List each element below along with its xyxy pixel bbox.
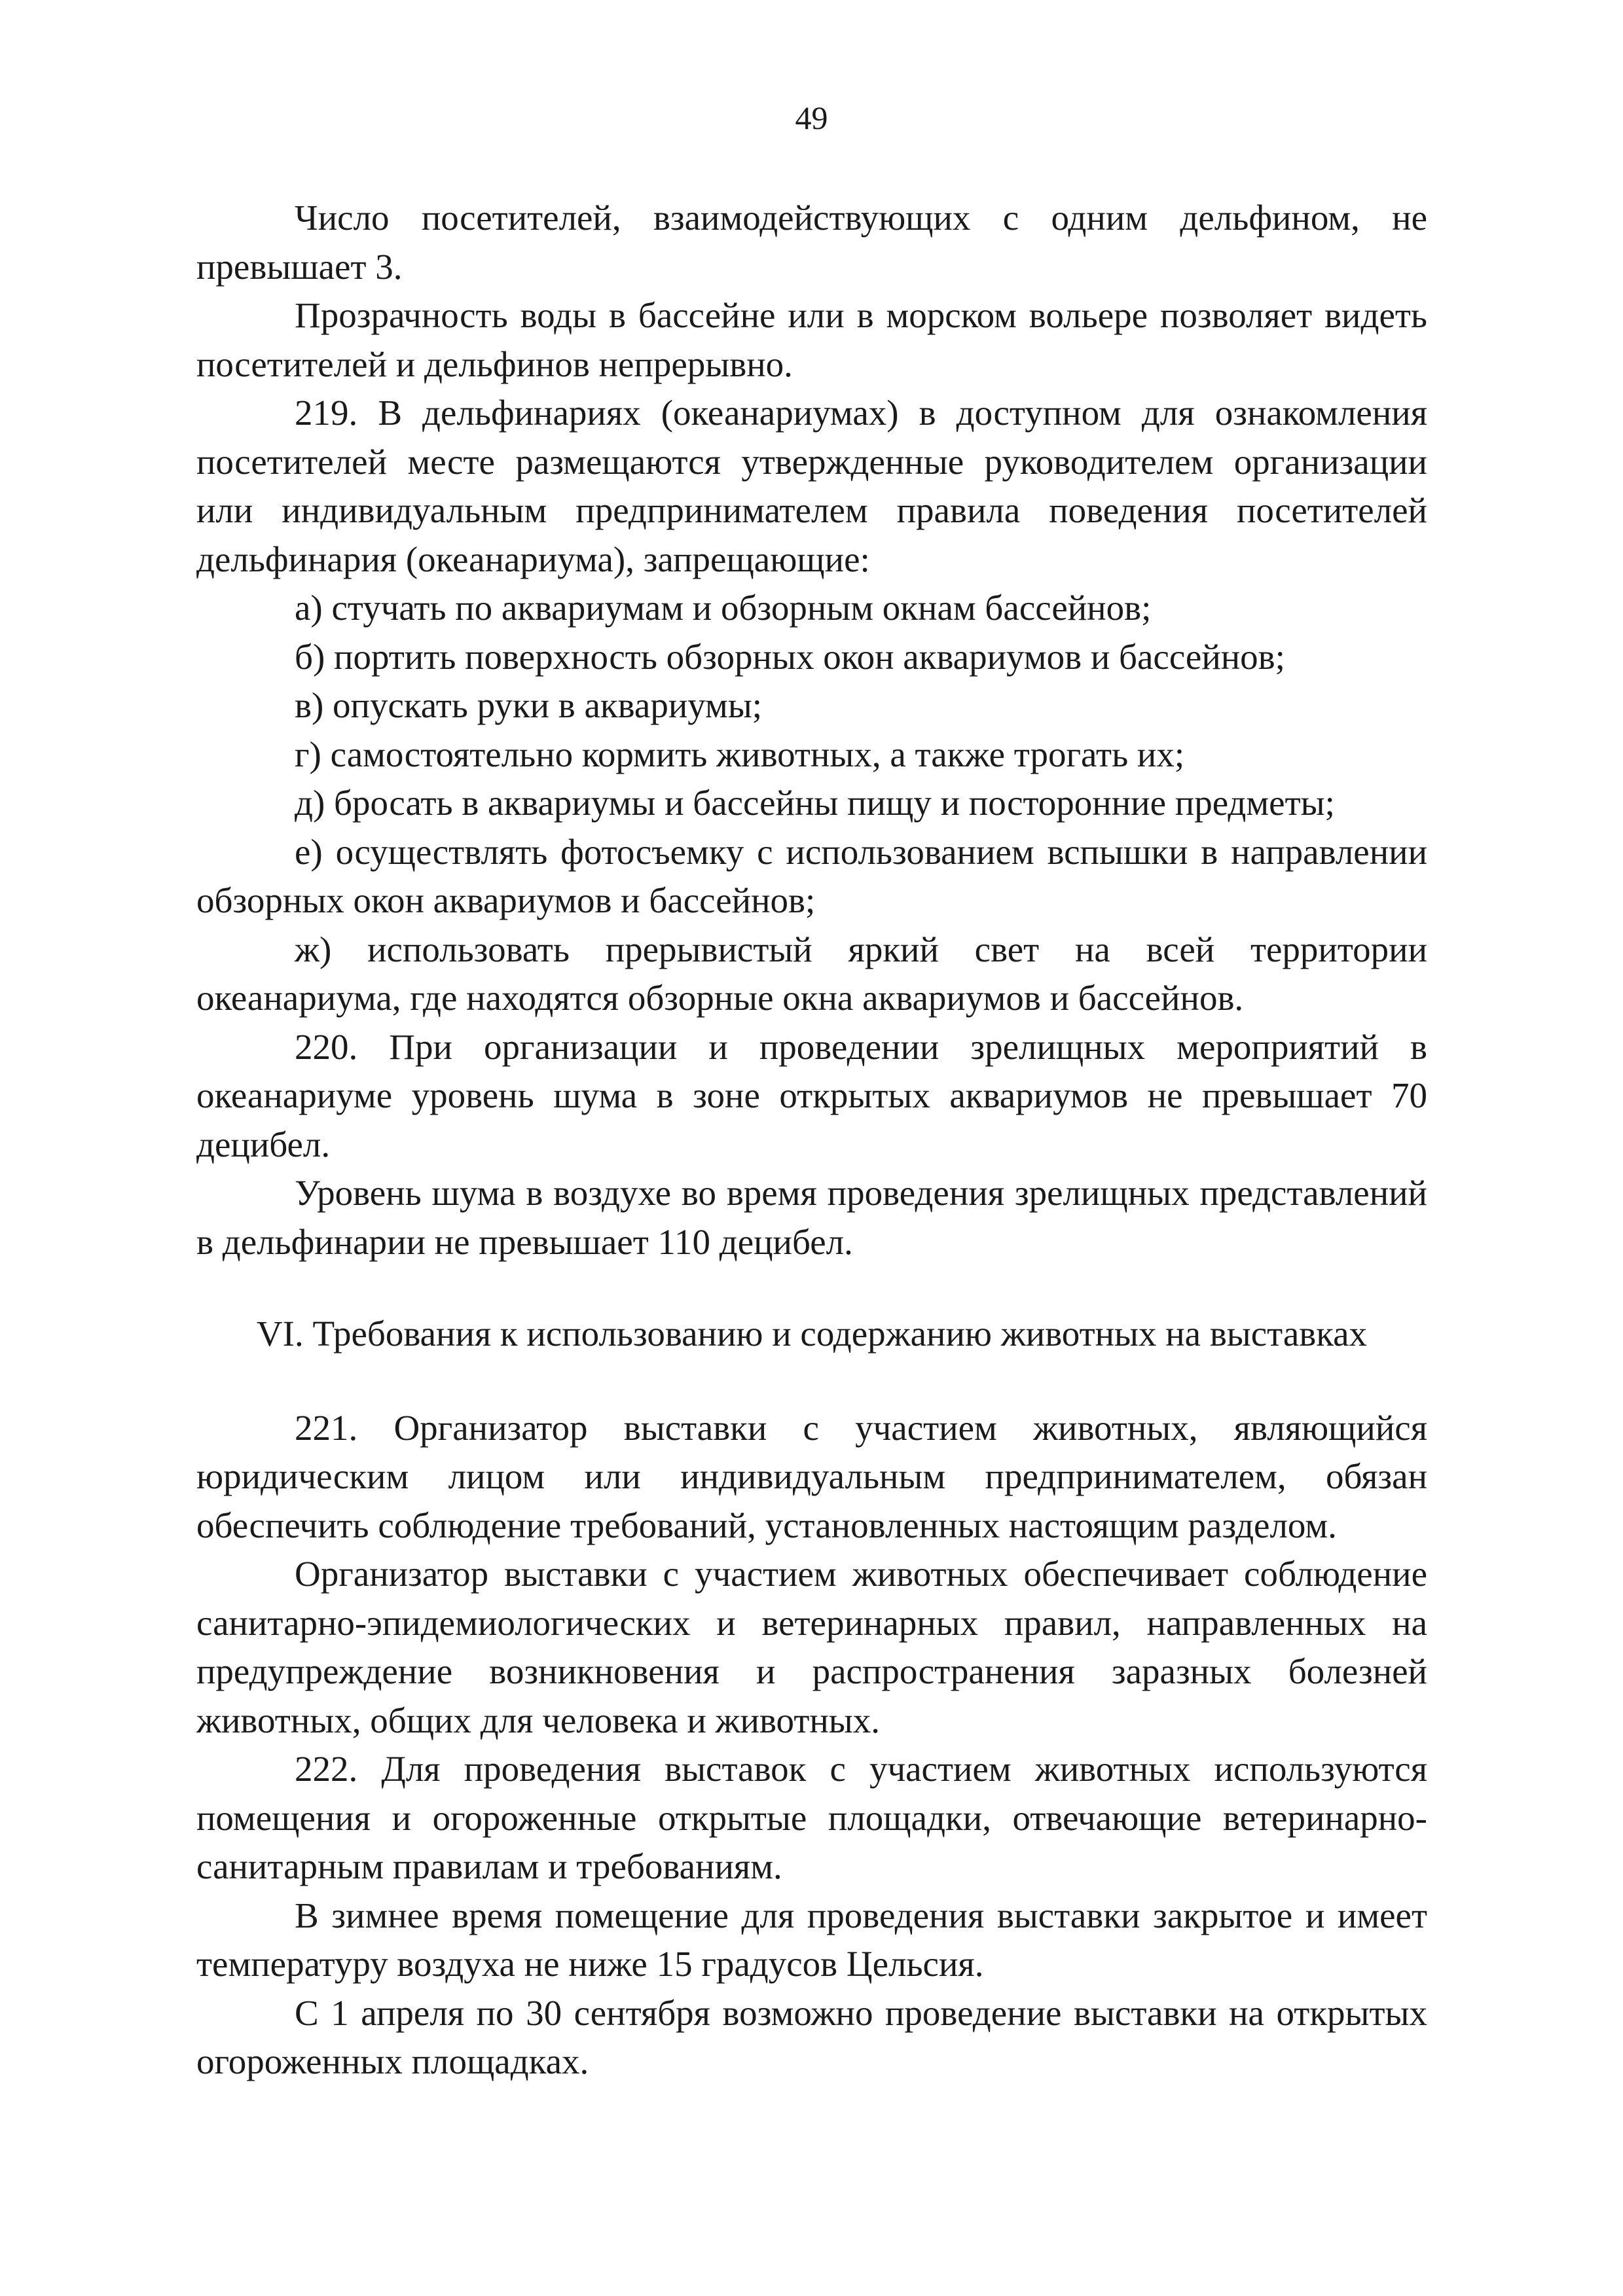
paragraph-221: 221. Организатор выставки с участием животных, являющийся юридическим лицом или индивидуальным предпринимателем, обязан обеспечить соблюдение требований, установленных настоящим разделом. — [196, 1407, 1427, 1545]
section-heading: VI. Требования к использованию и содержанию животных на выставках — [256, 1314, 1368, 1354]
list-item-b: б) портить поверхность обзорных окон аквариумов и бассейнов; — [295, 636, 1285, 677]
paragraph-noise-dolphinarium: Уровень шума в воздухе во время проведения зрелищных представлений в дельфинарии не превышает 110 децибел. — [196, 1173, 1427, 1262]
paragraph-visitors-per-dolphin: Число посетителей, взаимодействующих с одним дельфином, не превышает 3. — [196, 198, 1427, 287]
paragraph-winter-premises: В зимнее время помещение для проведения выставки закрытое и имеет температуру воздуха не ниже 15 градусов Цельсия. — [196, 1895, 1427, 1984]
paragraph-220: 220. При организации и проведении зрелищных мероприятий в океанариуме уровень шума в зоне открытых аквариумов не превышает 70 децибел. — [196, 1026, 1427, 1164]
page-number: 49 — [795, 99, 828, 136]
paragraph-open-air-season: С 1 апреля по 30 сентября возможно проведение выставки на открытых огороженных площадках. — [196, 1992, 1427, 2081]
list-item-v: в) опускать руки в аквариумы; — [295, 685, 763, 725]
list-item-a: а) стучать по аквариумам и обзорным окнам бассейнов; — [295, 588, 1152, 628]
list-item-d: д) бросать в аквариумы и бассейны пищу и посторонние предметы; — [295, 783, 1335, 823]
paragraph-222: 222. Для проведения выставок с участием животных используются помещения и огороженные открытые площадки, отвечающие ветеринарно-санитарным правилам и требованиям. — [196, 1749, 1427, 1886]
document-body — [196, 194, 1427, 2087]
list-item-g: г) самостоятельно кормить животных, а также трогать их; — [295, 734, 1185, 774]
paragraph-organizer-rules: Организатор выставки с участием животных обеспечивает соблюдение санитарно-эпидемиологических и ветеринарных правил, направленных на предупреждение возникновения и распространения заразных болезней животных, общих для человека и животных. — [196, 1554, 1427, 1740]
list-item-zh: ж) использовать прерывистый яркий свет на всей территории океанариума, где находятся обзорные окна аквариумов и бассейнов. — [196, 929, 1427, 1018]
paragraph-water-transparency: Прозрачность воды в бассейне или в морском вольере позволяет видеть посетителей и дельфинов непрерывно. — [196, 295, 1427, 384]
list-item-e: е) осуществлять фотосъемку с использованием вспышки в направлении обзорных окон аквариумов и бассейнов; — [196, 831, 1427, 920]
paragraph-219: 219. В дельфинариях (океанариумах) в доступном для ознакомления посетителей месте размещаются утвержденные руководителем организации или индивидуальным предпринимателем правила поведения посетителей дельфинария (океанариума), запрещающие: — [196, 393, 1427, 579]
